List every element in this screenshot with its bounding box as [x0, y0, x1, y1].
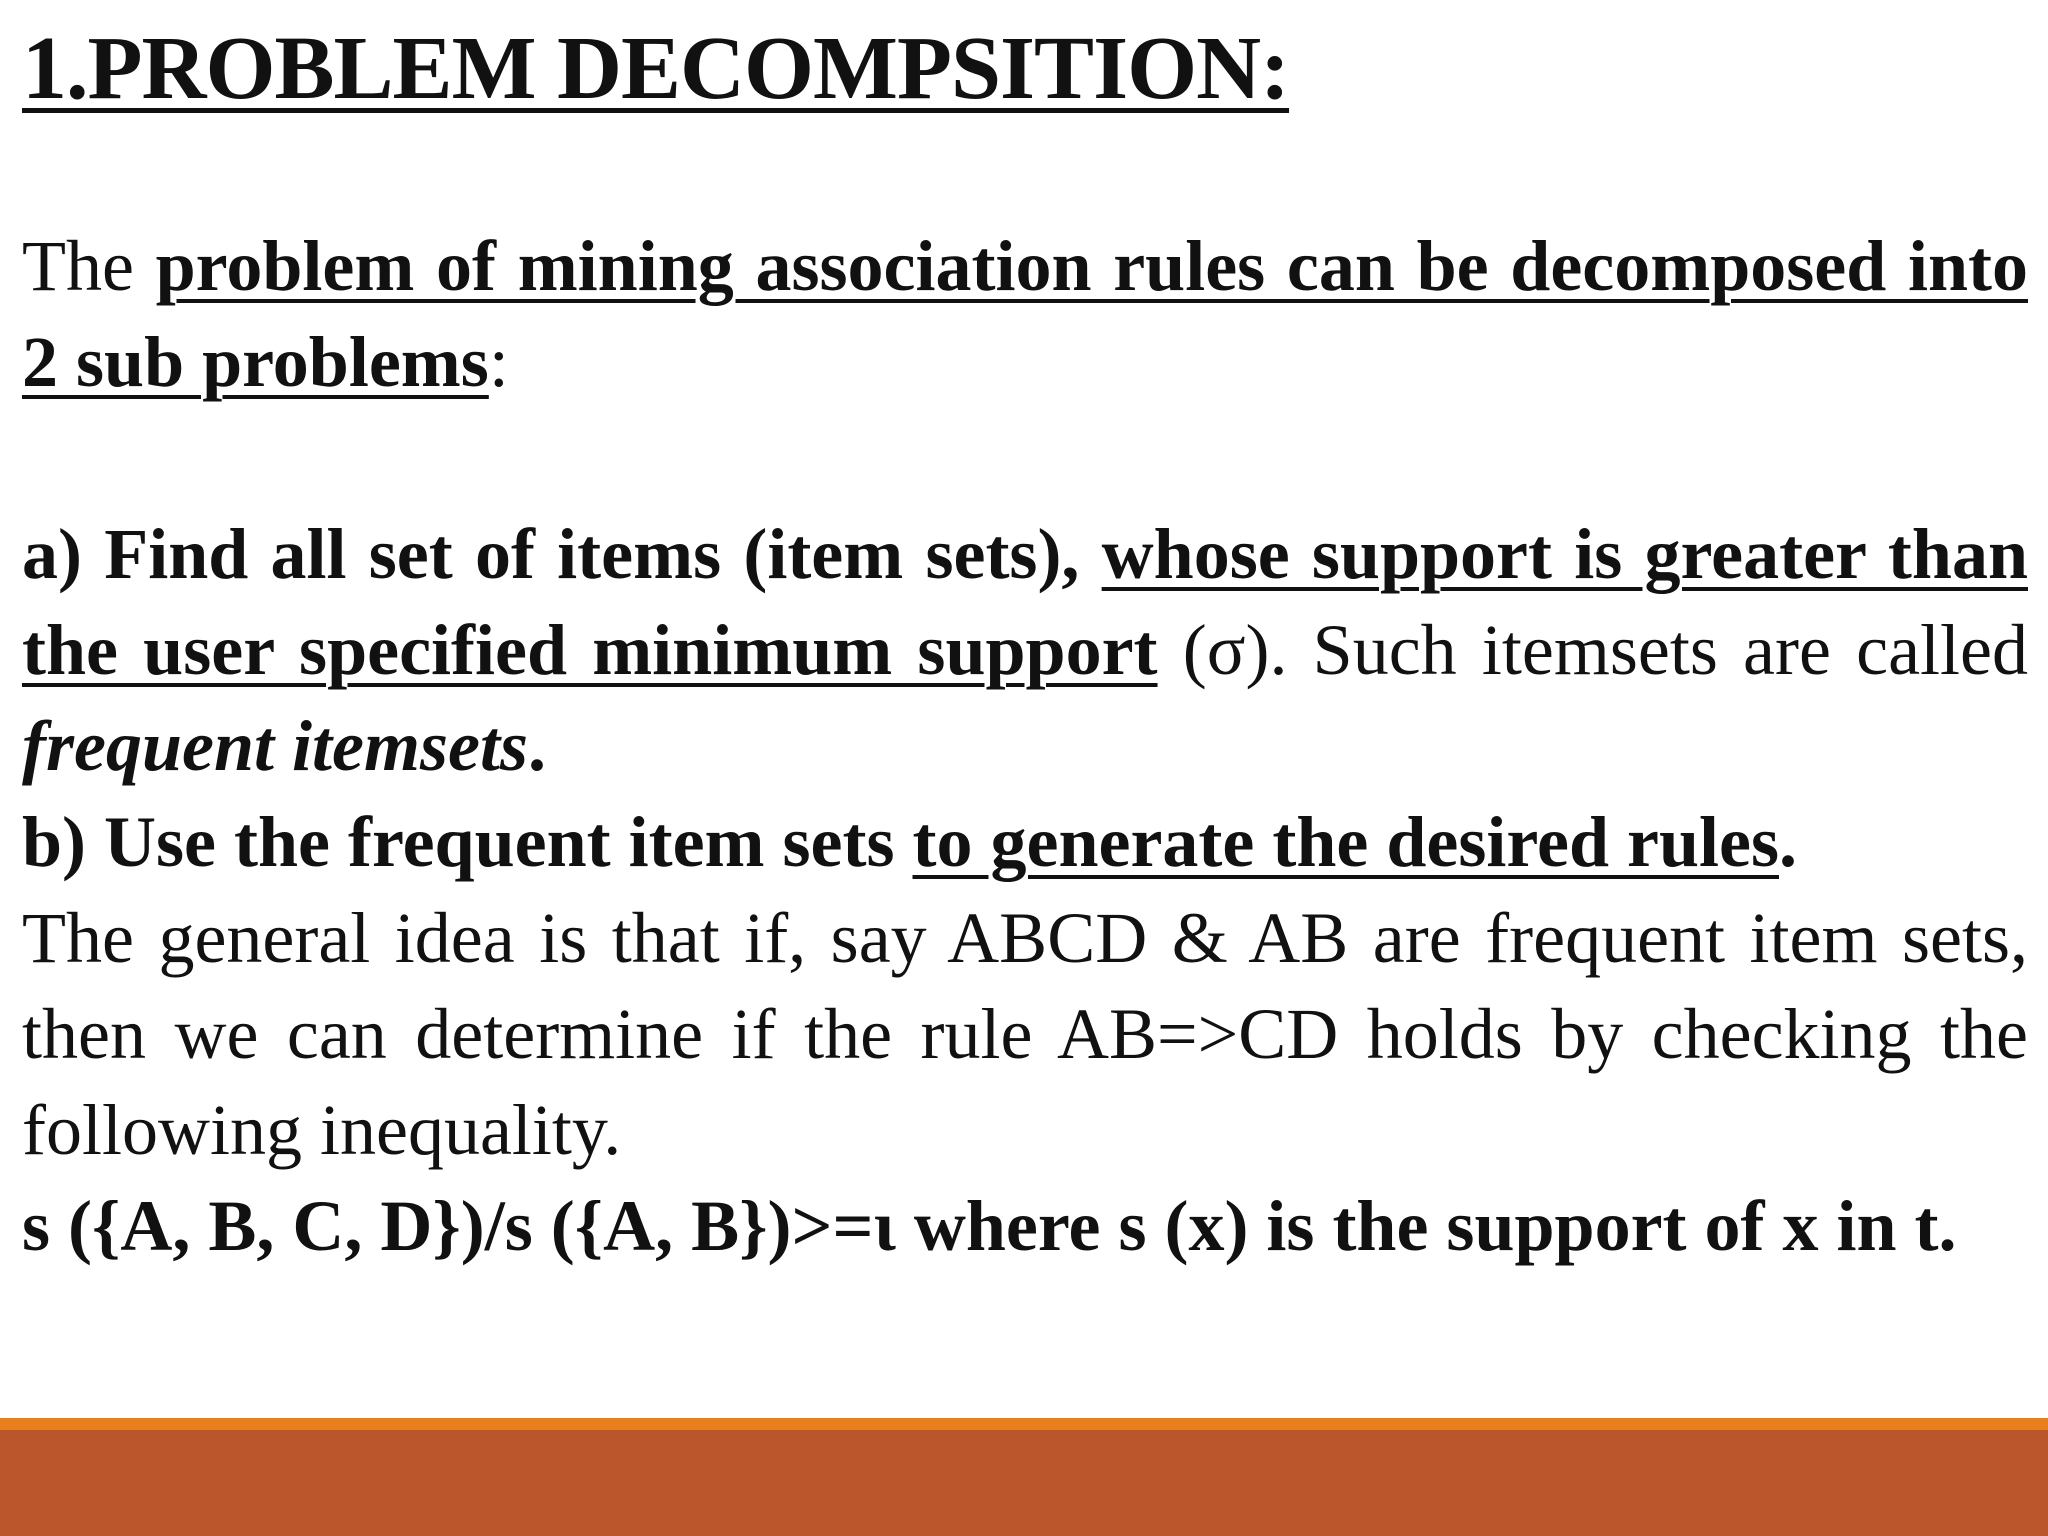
- item-a-paragraph: [22, 506, 2028, 794]
- item-b-emphasis-text: to generate the desired rules: [912, 802, 1779, 882]
- intro-emphasis-text: problem of mining association rules can be decomposed into 2 sub problems: [22, 226, 2029, 402]
- slide-title: [22, 14, 1289, 124]
- slide-title-text: 1.PROBLEM DECOMPSITION:: [22, 19, 1290, 118]
- general-idea-paragraph: The general idea is that if, say ABCD & AB are frequent item sets, then we can determine if the rule AB=>CD holds by checking the following inequality.: [22, 898, 2028, 1170]
- formula-paragraph: s ({A, B, C, D})/s ({A, B})>=ι where s (x) is the support of x in t.: [22, 1186, 1957, 1266]
- item-a-lead-text: a) Find all set of items (item sets),: [22, 514, 1102, 594]
- item-b-lead-text: b) Use the frequent item sets: [22, 802, 913, 882]
- footer-bar: [0, 1430, 2048, 1536]
- intro-lead-text: The: [22, 226, 156, 306]
- content-block: [22, 506, 2028, 1274]
- intro-colon: :: [488, 322, 509, 402]
- item-b-paragraph: [22, 794, 2028, 890]
- intro-paragraph: [22, 218, 2028, 410]
- item-a-emphasis-text: whose support is greater than the user specified minimum support: [22, 514, 2028, 690]
- item-a-term: frequent itemsets: [22, 706, 528, 786]
- item-a-period: .: [527, 706, 546, 786]
- item-b-period: .: [1778, 802, 1797, 882]
- footer-accent-line: [0, 1418, 2048, 1430]
- item-a-tail-text: (σ). Such itemsets are called: [1157, 610, 2029, 690]
